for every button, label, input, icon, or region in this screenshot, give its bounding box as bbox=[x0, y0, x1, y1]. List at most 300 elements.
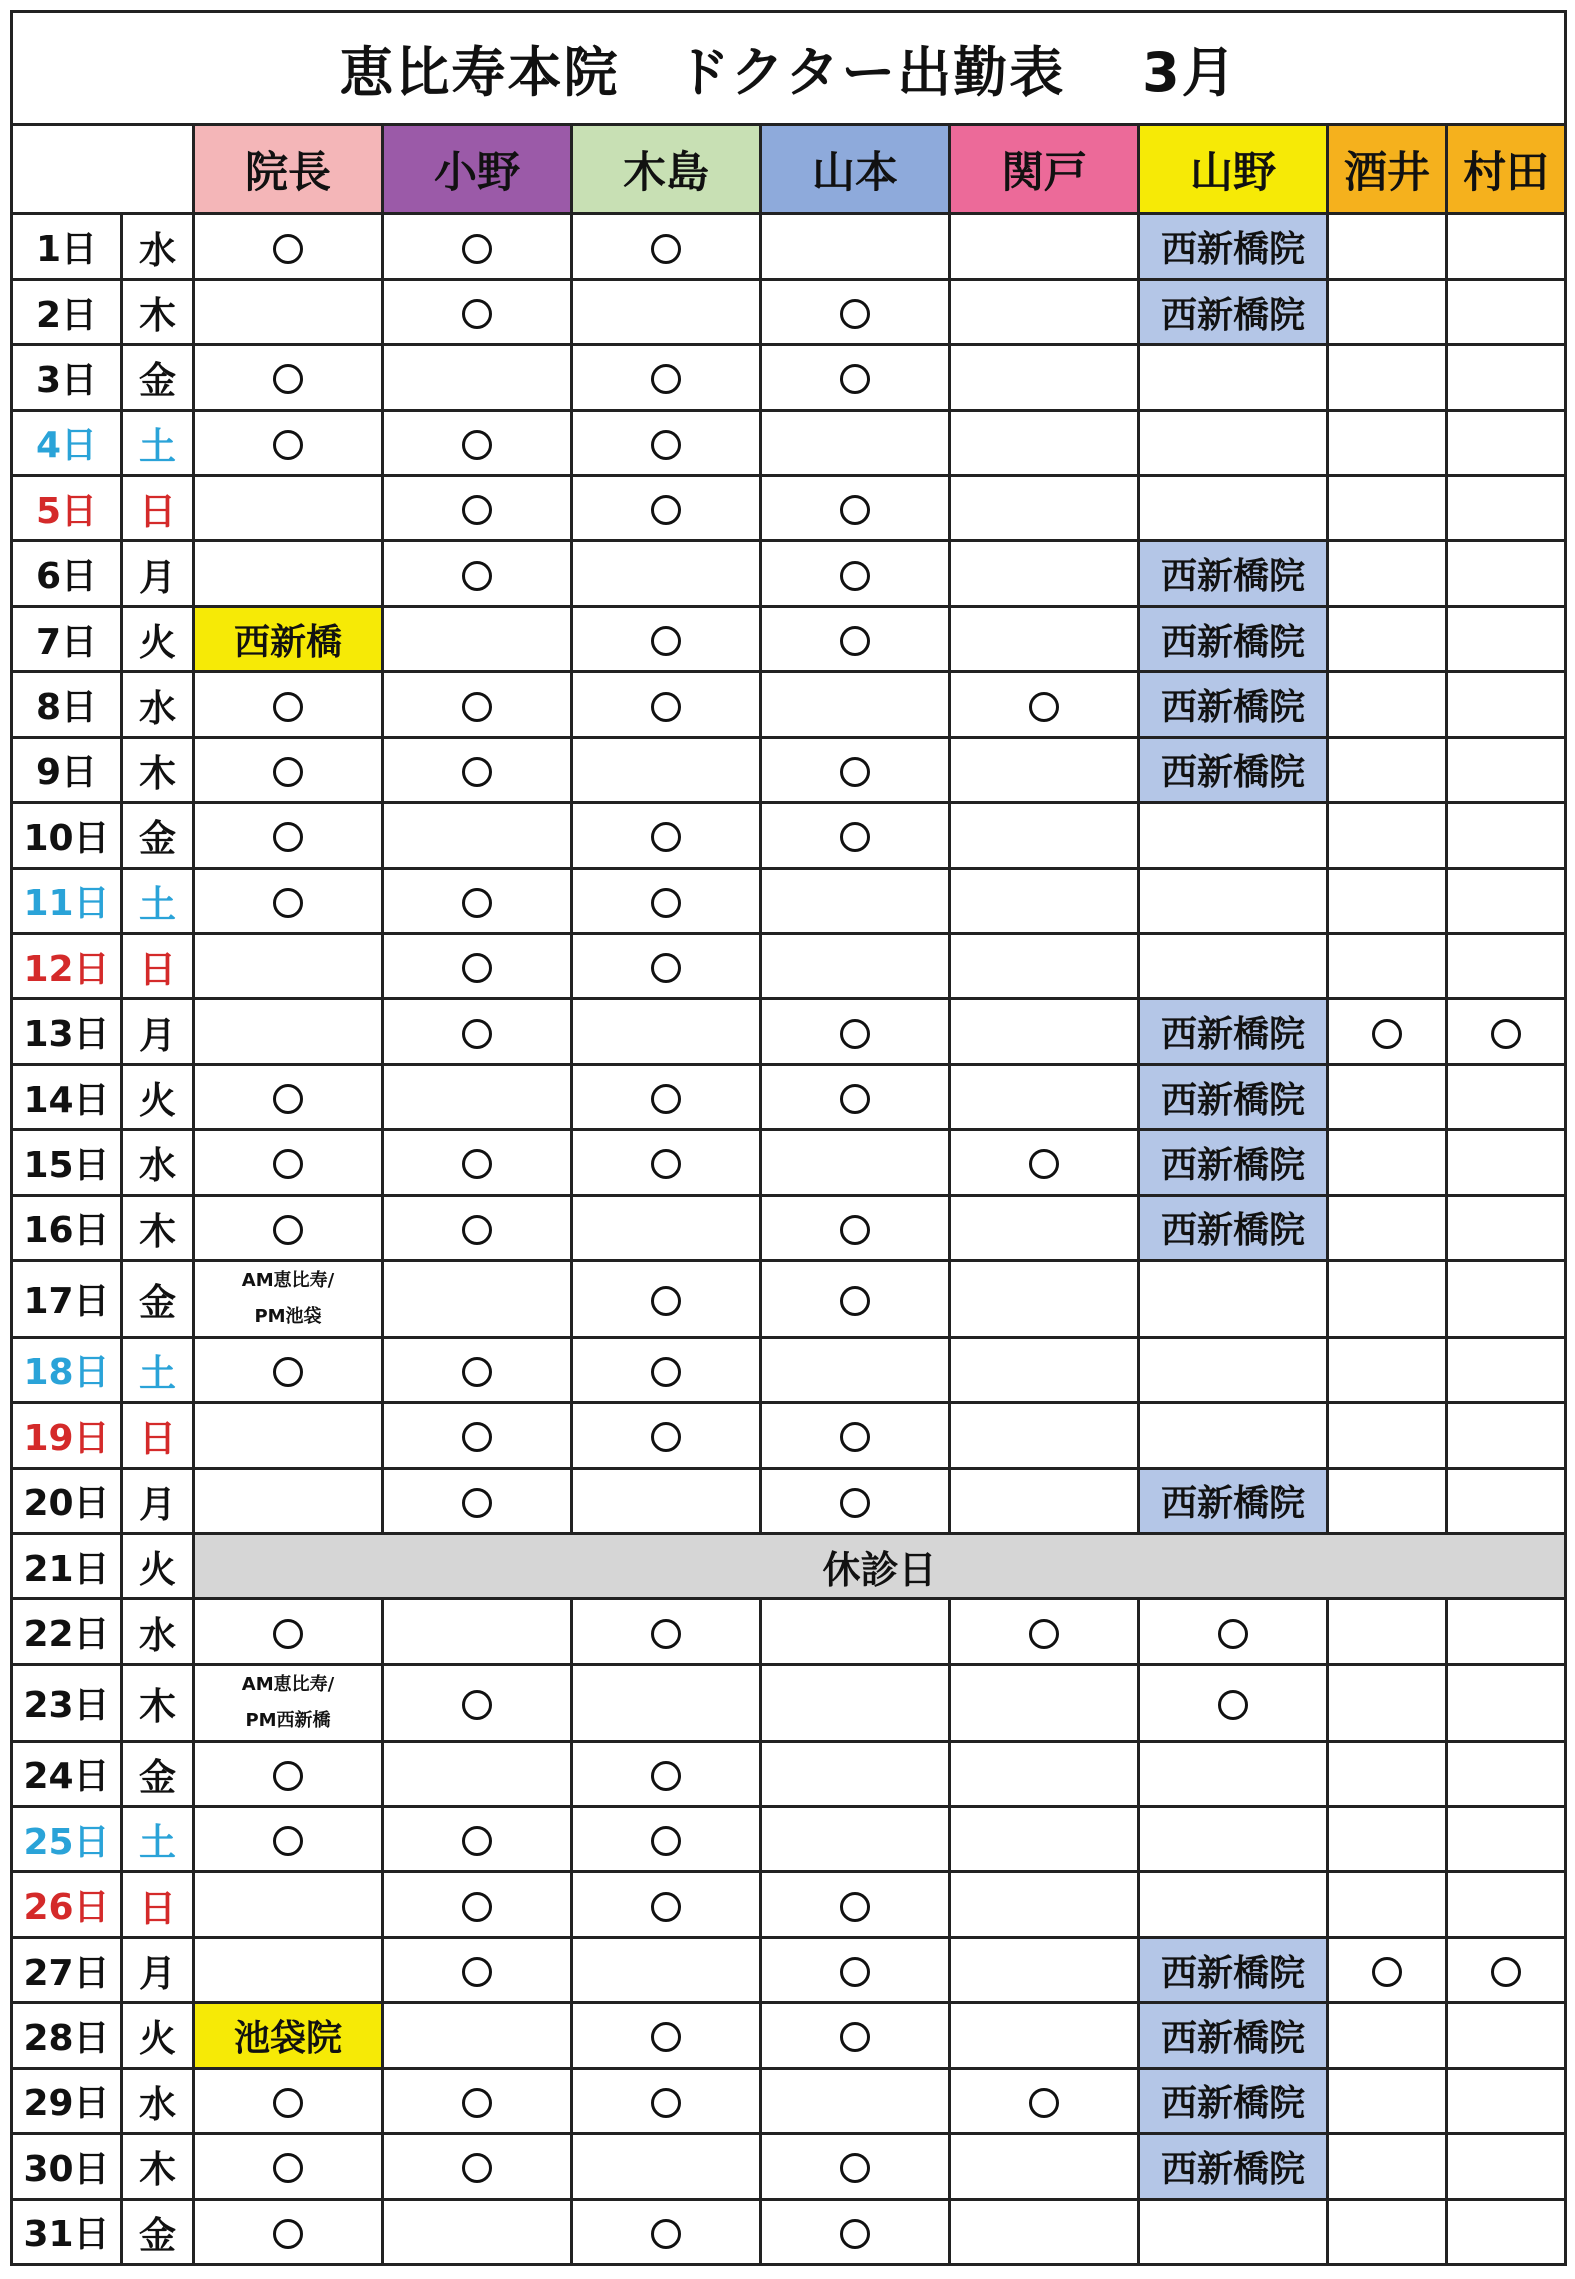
attendance-mark bbox=[572, 410, 761, 475]
empty-cell bbox=[950, 868, 1139, 933]
empty-cell bbox=[1328, 737, 1447, 802]
attendance-mark bbox=[383, 214, 572, 279]
circle-icon bbox=[462, 495, 492, 525]
branch-assignment: 西新橋院 bbox=[1139, 1130, 1328, 1195]
empty-cell bbox=[1328, 476, 1447, 541]
circle-icon bbox=[651, 822, 681, 852]
empty-cell bbox=[1447, 934, 1566, 999]
attendance-mark bbox=[194, 1337, 383, 1402]
attendance-mark bbox=[572, 1337, 761, 1402]
circle-icon bbox=[273, 2219, 303, 2249]
date-cell: 15日 bbox=[12, 1130, 122, 1195]
empty-cell bbox=[194, 934, 383, 999]
schedule-row bbox=[12, 2134, 1566, 2199]
attendance-mark bbox=[194, 1599, 383, 1664]
circle-icon bbox=[651, 692, 681, 722]
empty-cell bbox=[1139, 1806, 1328, 1871]
weekday-cell: 火 bbox=[122, 1064, 194, 1129]
weekday-cell: 土 bbox=[122, 410, 194, 475]
circle-icon bbox=[462, 430, 492, 460]
empty-cell bbox=[383, 606, 572, 671]
attendance-mark bbox=[761, 1468, 950, 1533]
empty-cell bbox=[572, 999, 761, 1064]
attendance-mark bbox=[572, 1064, 761, 1129]
date-cell: 21日 bbox=[12, 1534, 122, 1599]
attendance-mark bbox=[572, 2068, 761, 2133]
doctor-header: 小野 bbox=[383, 125, 572, 214]
attendance-mark bbox=[383, 1872, 572, 1937]
weekday-cell: 木 bbox=[122, 737, 194, 802]
empty-cell bbox=[1139, 1261, 1328, 1338]
empty-cell bbox=[194, 999, 383, 1064]
schedule-row bbox=[12, 476, 1566, 541]
empty-cell bbox=[950, 1741, 1139, 1806]
date-cell: 9日 bbox=[12, 737, 122, 802]
doctor-header: 木島 bbox=[572, 125, 761, 214]
weekday-cell: 火 bbox=[122, 2003, 194, 2068]
attendance-mark bbox=[194, 2199, 383, 2265]
empty-cell bbox=[383, 345, 572, 410]
date-cell: 29日 bbox=[12, 2068, 122, 2133]
weekday-cell: 月 bbox=[122, 1937, 194, 2002]
attendance-mark bbox=[194, 803, 383, 868]
empty-cell bbox=[1328, 1806, 1447, 1871]
schedule-row bbox=[12, 1664, 1566, 1741]
empty-cell bbox=[1328, 1064, 1447, 1129]
empty-cell bbox=[950, 1468, 1139, 1533]
empty-cell bbox=[1139, 1403, 1328, 1468]
empty-cell bbox=[761, 410, 950, 475]
attendance-mark bbox=[950, 1599, 1139, 1664]
weekday-cell: 火 bbox=[122, 1534, 194, 1599]
date-cell: 12日 bbox=[12, 934, 122, 999]
attendance-mark bbox=[194, 672, 383, 737]
empty-cell bbox=[950, 1261, 1139, 1338]
attendance-mark bbox=[572, 476, 761, 541]
empty-cell bbox=[1328, 2068, 1447, 2133]
attendance-mark bbox=[194, 1195, 383, 1260]
date-cell: 3日 bbox=[12, 345, 122, 410]
branch-assignment: 西新橋院 bbox=[1139, 999, 1328, 1064]
circle-icon bbox=[840, 1215, 870, 1245]
empty-cell bbox=[194, 279, 383, 344]
branch-assignment: 西新橋院 bbox=[1139, 1468, 1328, 1533]
empty-cell bbox=[1447, 2003, 1566, 2068]
circle-icon bbox=[840, 1488, 870, 1518]
circle-icon bbox=[840, 1957, 870, 1987]
schedule-row bbox=[12, 1064, 1566, 1129]
empty-cell bbox=[1139, 476, 1328, 541]
circle-icon bbox=[1029, 2088, 1059, 2118]
empty-cell bbox=[1447, 1664, 1566, 1741]
empty-cell bbox=[1328, 1337, 1447, 1402]
empty-cell bbox=[1447, 2068, 1566, 2133]
schedule-row bbox=[12, 1195, 1566, 1260]
circle-icon bbox=[462, 1892, 492, 1922]
schedule-row bbox=[12, 999, 1566, 1064]
empty-cell bbox=[761, 1130, 950, 1195]
empty-cell bbox=[761, 1599, 950, 1664]
attendance-mark bbox=[572, 606, 761, 671]
attendance-mark bbox=[194, 868, 383, 933]
attendance-mark bbox=[383, 1664, 572, 1741]
attendance-mark bbox=[383, 1337, 572, 1402]
attendance-mark bbox=[1447, 1937, 1566, 2002]
empty-cell bbox=[1328, 1741, 1447, 1806]
circle-icon bbox=[651, 2022, 681, 2052]
weekday-cell: 日 bbox=[122, 1872, 194, 1937]
empty-cell bbox=[950, 1806, 1139, 1871]
circle-icon bbox=[651, 953, 681, 983]
empty-cell bbox=[1139, 934, 1328, 999]
date-cell: 5日 bbox=[12, 476, 122, 541]
empty-cell bbox=[1328, 1664, 1447, 1741]
circle-icon bbox=[840, 1422, 870, 1452]
doctor-header: 村田 bbox=[1447, 125, 1566, 214]
weekday-cell: 月 bbox=[122, 1468, 194, 1533]
schedule-row bbox=[12, 672, 1566, 737]
doctor-header: 院長 bbox=[194, 125, 383, 214]
circle-icon bbox=[651, 2088, 681, 2118]
empty-cell bbox=[950, 541, 1139, 606]
empty-cell bbox=[1328, 606, 1447, 671]
schedule-row bbox=[12, 214, 1566, 279]
date-cell: 24日 bbox=[12, 1741, 122, 1806]
weekday-cell: 土 bbox=[122, 1806, 194, 1871]
branch-assignment: 西新橋 bbox=[194, 606, 383, 671]
empty-cell bbox=[1447, 1130, 1566, 1195]
branch-assignment: 西新橋院 bbox=[1139, 737, 1328, 802]
circle-icon bbox=[840, 2219, 870, 2249]
schedule-row bbox=[12, 410, 1566, 475]
weekday-cell: 金 bbox=[122, 2199, 194, 2265]
attendance-mark bbox=[383, 1195, 572, 1260]
date-cell: 17日 bbox=[12, 1261, 122, 1338]
circle-icon bbox=[651, 626, 681, 656]
doctor-header: 山本 bbox=[761, 125, 950, 214]
date-cell: 27日 bbox=[12, 1937, 122, 2002]
circle-icon bbox=[651, 1084, 681, 1114]
empty-cell bbox=[950, 1872, 1139, 1937]
weekday-cell: 木 bbox=[122, 2134, 194, 2199]
attendance-mark bbox=[1447, 999, 1566, 1064]
circle-icon bbox=[462, 1422, 492, 1452]
schedule-row bbox=[12, 934, 1566, 999]
attendance-mark bbox=[194, 1130, 383, 1195]
empty-cell bbox=[1139, 345, 1328, 410]
empty-cell bbox=[950, 1664, 1139, 1741]
attendance-mark bbox=[572, 934, 761, 999]
schedule-row bbox=[12, 737, 1566, 802]
empty-cell bbox=[194, 1937, 383, 2002]
circle-icon bbox=[462, 2088, 492, 2118]
empty-cell bbox=[950, 1064, 1139, 1129]
date-cell: 10日 bbox=[12, 803, 122, 868]
weekday-cell: 月 bbox=[122, 999, 194, 1064]
circle-icon bbox=[651, 1761, 681, 1791]
empty-cell bbox=[950, 803, 1139, 868]
date-cell: 4日 bbox=[12, 410, 122, 475]
attendance-mark bbox=[383, 2134, 572, 2199]
empty-cell bbox=[1447, 672, 1566, 737]
circle-icon bbox=[273, 1357, 303, 1387]
empty-cell bbox=[572, 2134, 761, 2199]
empty-cell bbox=[194, 1403, 383, 1468]
attendance-mark bbox=[383, 999, 572, 1064]
empty-cell bbox=[1328, 2134, 1447, 2199]
date-cell: 2日 bbox=[12, 279, 122, 344]
empty-cell bbox=[950, 2199, 1139, 2265]
schedule-row bbox=[12, 2068, 1566, 2133]
empty-cell bbox=[1447, 1403, 1566, 1468]
circle-icon bbox=[462, 234, 492, 264]
attendance-mark bbox=[194, 1064, 383, 1129]
circle-icon bbox=[651, 1286, 681, 1316]
circle-icon bbox=[273, 364, 303, 394]
weekday-cell: 水 bbox=[122, 1130, 194, 1195]
empty-cell bbox=[1447, 868, 1566, 933]
circle-icon bbox=[273, 1619, 303, 1649]
date-cell: 31日 bbox=[12, 2199, 122, 2265]
doctor-header: 関戸 bbox=[950, 125, 1139, 214]
date-cell: 26日 bbox=[12, 1872, 122, 1937]
attendance-mark bbox=[383, 1403, 572, 1468]
circle-icon bbox=[840, 1019, 870, 1049]
empty-cell bbox=[383, 1741, 572, 1806]
empty-cell bbox=[572, 541, 761, 606]
empty-cell bbox=[383, 1064, 572, 1129]
attendance-mark bbox=[950, 672, 1139, 737]
branch-assignment: 西新橋院 bbox=[1139, 606, 1328, 671]
circle-icon bbox=[273, 1761, 303, 1791]
attendance-mark bbox=[572, 868, 761, 933]
schedule-row bbox=[12, 1599, 1566, 1664]
weekday-cell: 木 bbox=[122, 1664, 194, 1741]
empty-cell bbox=[1447, 1806, 1566, 1871]
branch-assignment: 西新橋院 bbox=[1139, 2134, 1328, 2199]
empty-cell bbox=[1139, 1872, 1328, 1937]
date-cell: 18日 bbox=[12, 1337, 122, 1402]
weekday-cell: 土 bbox=[122, 1337, 194, 1402]
doctor-header: 山野 bbox=[1139, 125, 1328, 214]
date-cell: 11日 bbox=[12, 868, 122, 933]
schedule-row bbox=[12, 803, 1566, 868]
circle-icon bbox=[462, 1357, 492, 1387]
empty-cell bbox=[1139, 410, 1328, 475]
empty-cell bbox=[1328, 279, 1447, 344]
circle-icon bbox=[462, 692, 492, 722]
attendance-mark bbox=[950, 2068, 1139, 2133]
weekday-cell: 火 bbox=[122, 606, 194, 671]
circle-icon bbox=[840, 1084, 870, 1114]
split-shift-note: AM恵比寿/ PM池袋 bbox=[194, 1261, 383, 1338]
circle-icon bbox=[273, 757, 303, 787]
schedule-row bbox=[12, 1806, 1566, 1871]
circle-icon bbox=[840, 561, 870, 591]
empty-cell bbox=[1328, 541, 1447, 606]
schedule-row bbox=[12, 1403, 1566, 1468]
weekday-cell: 土 bbox=[122, 868, 194, 933]
schedule-row bbox=[12, 1741, 1566, 1806]
attendance-mark bbox=[194, 214, 383, 279]
attendance-mark bbox=[761, 1064, 950, 1129]
circle-icon bbox=[462, 1488, 492, 1518]
circle-icon bbox=[462, 953, 492, 983]
empty-cell bbox=[1328, 803, 1447, 868]
attendance-mark bbox=[383, 476, 572, 541]
weekday-cell: 金 bbox=[122, 345, 194, 410]
branch-assignment: 西新橋院 bbox=[1139, 2003, 1328, 2068]
date-cell: 22日 bbox=[12, 1599, 122, 1664]
circle-icon bbox=[1029, 1149, 1059, 1179]
circle-icon bbox=[651, 1422, 681, 1452]
weekday-cell: 日 bbox=[122, 934, 194, 999]
date-cell: 30日 bbox=[12, 2134, 122, 2199]
date-cell: 16日 bbox=[12, 1195, 122, 1260]
circle-icon bbox=[840, 2153, 870, 2183]
empty-cell bbox=[761, 934, 950, 999]
empty-cell bbox=[950, 2003, 1139, 2068]
weekday-cell: 木 bbox=[122, 1195, 194, 1260]
schedule-row bbox=[12, 1261, 1566, 1338]
empty-cell bbox=[1447, 345, 1566, 410]
circle-icon bbox=[462, 1019, 492, 1049]
attendance-mark bbox=[383, 934, 572, 999]
empty-cell bbox=[761, 214, 950, 279]
empty-cell bbox=[1328, 1403, 1447, 1468]
attendance-mark bbox=[1328, 1937, 1447, 2002]
weekday-cell: 日 bbox=[122, 1403, 194, 1468]
weekday-cell: 金 bbox=[122, 803, 194, 868]
attendance-mark bbox=[761, 2199, 950, 2265]
circle-icon bbox=[1029, 1619, 1059, 1649]
empty-cell bbox=[950, 1337, 1139, 1402]
circle-icon bbox=[273, 1084, 303, 1114]
empty-cell bbox=[383, 803, 572, 868]
empty-cell bbox=[761, 672, 950, 737]
circle-icon bbox=[840, 364, 870, 394]
circle-icon bbox=[840, 1286, 870, 1316]
date-cell: 13日 bbox=[12, 999, 122, 1064]
circle-icon bbox=[840, 626, 870, 656]
empty-cell bbox=[572, 1937, 761, 2002]
empty-cell bbox=[950, 1195, 1139, 1260]
empty-cell bbox=[1328, 345, 1447, 410]
doctor-header: 酒井 bbox=[1328, 125, 1447, 214]
circle-icon bbox=[273, 692, 303, 722]
circle-icon bbox=[462, 299, 492, 329]
attendance-mark bbox=[383, 279, 572, 344]
doctor-schedule-table bbox=[10, 10, 1567, 2266]
empty-cell bbox=[1447, 214, 1566, 279]
empty-cell bbox=[761, 1337, 950, 1402]
weekday-cell: 金 bbox=[122, 1741, 194, 1806]
attendance-mark bbox=[383, 1806, 572, 1871]
attendance-mark bbox=[761, 1195, 950, 1260]
branch-assignment: 西新橋院 bbox=[1139, 214, 1328, 279]
schedule-row bbox=[12, 1130, 1566, 1195]
empty-cell bbox=[1328, 2003, 1447, 2068]
empty-cell bbox=[1328, 868, 1447, 933]
circle-icon bbox=[651, 430, 681, 460]
empty-cell bbox=[1139, 1741, 1328, 1806]
attendance-mark bbox=[761, 279, 950, 344]
empty-cell bbox=[761, 2068, 950, 2133]
date-cell: 1日 bbox=[12, 214, 122, 279]
circle-icon bbox=[273, 1826, 303, 1856]
circle-icon bbox=[840, 495, 870, 525]
weekday-cell: 水 bbox=[122, 214, 194, 279]
empty-cell bbox=[1328, 2199, 1447, 2265]
empty-cell bbox=[1447, 476, 1566, 541]
empty-cell bbox=[572, 1664, 761, 1741]
empty-cell bbox=[950, 934, 1139, 999]
circle-icon bbox=[651, 888, 681, 918]
attendance-mark bbox=[1139, 1664, 1328, 1741]
circle-icon bbox=[273, 2153, 303, 2183]
empty-cell bbox=[761, 1806, 950, 1871]
empty-cell bbox=[1447, 1741, 1566, 1806]
attendance-mark bbox=[572, 1130, 761, 1195]
attendance-mark bbox=[572, 2003, 761, 2068]
date-cell: 19日 bbox=[12, 1403, 122, 1468]
circle-icon bbox=[651, 1149, 681, 1179]
empty-cell bbox=[194, 1872, 383, 1937]
circle-icon bbox=[462, 2153, 492, 2183]
empty-cell bbox=[383, 1261, 572, 1338]
empty-cell bbox=[950, 1403, 1139, 1468]
empty-cell bbox=[1139, 803, 1328, 868]
attendance-mark bbox=[572, 1806, 761, 1871]
attendance-mark bbox=[383, 868, 572, 933]
circle-icon bbox=[273, 430, 303, 460]
empty-cell bbox=[1447, 1599, 1566, 1664]
branch-assignment: 西新橋院 bbox=[1139, 672, 1328, 737]
empty-cell bbox=[1447, 606, 1566, 671]
date-cell: 6日 bbox=[12, 541, 122, 606]
circle-icon bbox=[840, 1892, 870, 1922]
empty-cell bbox=[572, 1468, 761, 1533]
weekday-cell: 水 bbox=[122, 1599, 194, 1664]
empty-cell bbox=[950, 410, 1139, 475]
circle-icon bbox=[651, 495, 681, 525]
empty-cell bbox=[950, 476, 1139, 541]
attendance-mark bbox=[572, 2199, 761, 2265]
circle-icon bbox=[462, 757, 492, 787]
circle-icon bbox=[273, 822, 303, 852]
circle-icon bbox=[1218, 1690, 1248, 1720]
weekday-cell: 水 bbox=[122, 2068, 194, 2133]
empty-cell bbox=[1447, 541, 1566, 606]
circle-icon bbox=[462, 561, 492, 591]
attendance-mark bbox=[383, 1468, 572, 1533]
branch-assignment: 西新橋院 bbox=[1139, 279, 1328, 344]
empty-cell bbox=[1139, 2199, 1328, 2265]
closed-day-cell: 休診日 bbox=[194, 1534, 1566, 1599]
attendance-mark bbox=[383, 672, 572, 737]
empty-cell bbox=[194, 476, 383, 541]
empty-cell bbox=[572, 737, 761, 802]
circle-icon bbox=[840, 299, 870, 329]
empty-cell bbox=[950, 737, 1139, 802]
header-blank bbox=[12, 125, 194, 214]
attendance-mark bbox=[194, 2134, 383, 2199]
empty-cell bbox=[1328, 1468, 1447, 1533]
circle-icon bbox=[1372, 1957, 1402, 1987]
empty-cell bbox=[950, 279, 1139, 344]
attendance-mark bbox=[572, 1261, 761, 1338]
attendance-mark bbox=[761, 803, 950, 868]
